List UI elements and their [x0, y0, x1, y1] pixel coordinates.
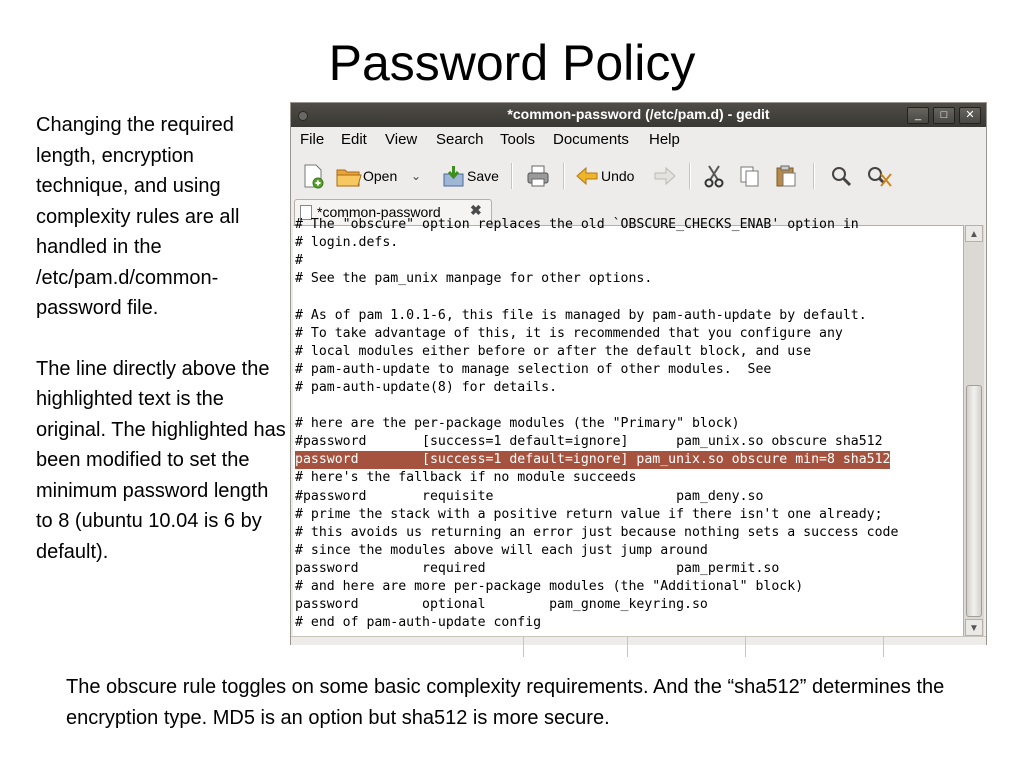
- code-line: # this avoids us returning an error just because nothing sets a success code: [295, 524, 899, 540]
- code-line: #password requisite pam_deny.so: [295, 488, 764, 504]
- code-line: # here are the per-package modules (the "Primary" block): [295, 416, 740, 432]
- copy-icon: [737, 164, 763, 188]
- open-button[interactable]: [335, 161, 397, 191]
- code-line: # pam-auth-update to manage selection of other modules. See: [295, 361, 772, 377]
- paste-icon: [773, 164, 799, 188]
- save-label: Save: [467, 168, 499, 184]
- tab-label: *common-password: [317, 204, 441, 220]
- menu-help[interactable]: Help: [649, 131, 680, 148]
- chevron-down-icon: ⌄: [411, 169, 422, 183]
- redo-button[interactable]: [651, 161, 677, 191]
- code-line: # As of pam 1.0.1-6, this file is managed by pam-auth-update by default.: [295, 307, 867, 323]
- toolbar-separator: [563, 163, 565, 189]
- new-document-button[interactable]: [301, 161, 325, 191]
- toolbar-separator: [511, 163, 513, 189]
- menu-documents[interactable]: Documents: [553, 131, 629, 148]
- code-line: password required pam_permit.so: [295, 560, 780, 576]
- copy-button[interactable]: [737, 161, 763, 191]
- search-icon: [829, 164, 855, 188]
- printer-icon: [525, 164, 551, 188]
- code-line: #password [success=1 default=ignore] pam_unix.so obscure sha512: [295, 434, 883, 450]
- redo-icon: [651, 164, 677, 188]
- window-titlebar[interactable]: [291, 103, 986, 127]
- statusbar: [291, 636, 986, 645]
- vertical-scrollbar[interactable]: [963, 225, 984, 636]
- highlighted-code-line: password [success=1 default=ignore] pam_unix.so obscure min=8 sha512: [295, 452, 891, 468]
- status-cell: [883, 637, 980, 657]
- paste-button[interactable]: [773, 161, 799, 191]
- code-line: # and here are more per-package modules (the "Additional" block): [295, 579, 804, 594]
- menu-tools[interactable]: Tools: [500, 131, 536, 148]
- find-button[interactable]: [829, 161, 855, 191]
- code-line: # login.defs.: [295, 235, 399, 251]
- code-line: # here's the fallback if no module succeeds: [295, 470, 637, 486]
- minimize-button[interactable]: _: [907, 107, 929, 124]
- undo-button[interactable]: [575, 161, 634, 191]
- code-line: # To take advantage of this, it is recommended that you configure any: [295, 325, 843, 341]
- toolbar-separator: [689, 163, 691, 189]
- menu-search[interactable]: Search: [436, 131, 484, 148]
- menubar: [291, 127, 986, 153]
- maximize-button[interactable]: □: [933, 107, 955, 124]
- side-paragraph-2: The line directly above the highlighted text is the original. The highlighted has been modified to set the minimum password length to 8 (ubuntu 10.04 is 6 by default).: [36, 357, 286, 563]
- recent-files-dropdown[interactable]: [411, 161, 421, 191]
- gedit-window: [291, 103, 986, 644]
- side-paragraph-1: Changing the required length, encryption technique, and using complexity rules are all handled in the /etc/pam.d/common-password file.: [36, 114, 240, 319]
- cut-button[interactable]: [701, 161, 727, 191]
- scroll-up-icon[interactable]: ▲: [965, 225, 983, 242]
- find-replace-button[interactable]: [865, 161, 893, 191]
- code-line: # local modules either before or after the default block, and use: [295, 343, 812, 359]
- bottom-caption: The obscure rule toggles on some basic complexity requirements. And the “sha512” determines the encryption type. MD5 is an option but sha512 is more secure.: [66, 676, 945, 729]
- code-line: # pam-auth-update(8) for details.: [295, 379, 558, 395]
- menu-edit[interactable]: Edit: [341, 131, 367, 148]
- close-tab-icon[interactable]: ✖: [470, 202, 482, 218]
- code-line: # since the modules above will each just jump around: [295, 542, 708, 558]
- toolbar-separator: [813, 163, 815, 189]
- find-replace-icon: [865, 164, 893, 188]
- code-line: password optional pam_gnome_keyring.so: [295, 597, 708, 613]
- save-button[interactable]: [441, 161, 499, 191]
- code-line: # prime the stack with a positive return value if there isn't one already;: [295, 506, 883, 522]
- undo-label: Undo: [601, 168, 635, 184]
- menu-file[interactable]: File: [300, 131, 325, 148]
- code-line: #: [295, 253, 303, 269]
- folder-icon: [335, 164, 363, 188]
- print-button[interactable]: [525, 161, 551, 191]
- scroll-down-icon[interactable]: ▼: [965, 619, 983, 636]
- status-cell[interactable]: [523, 637, 626, 657]
- side-text: [36, 110, 286, 597]
- scissors-icon: [701, 164, 727, 188]
- scrollbar-thumb[interactable]: [966, 385, 982, 617]
- code-line: # end of pam-auth-update config: [295, 615, 542, 631]
- text-editor[interactable]: [293, 217, 963, 637]
- status-cell: [745, 637, 882, 657]
- code-line: # The "obscure" option replaces the old `OBSCURE_CHECKS_ENAB' option in: [295, 217, 859, 232]
- window-title: *common-password (/etc/pam.d) - gedit: [507, 106, 770, 122]
- status-cell[interactable]: [627, 637, 744, 657]
- code-line: # See the pam_unix manpage for other options.: [295, 271, 653, 287]
- new-document-icon: [301, 163, 325, 189]
- save-icon: [441, 164, 467, 188]
- menu-view[interactable]: View: [385, 131, 418, 148]
- close-window-button[interactable]: ✕: [959, 107, 981, 124]
- undo-icon: [575, 164, 601, 188]
- slide-title: Password Policy: [328, 35, 696, 91]
- toolbar: [291, 153, 986, 199]
- open-label: Open: [363, 168, 398, 184]
